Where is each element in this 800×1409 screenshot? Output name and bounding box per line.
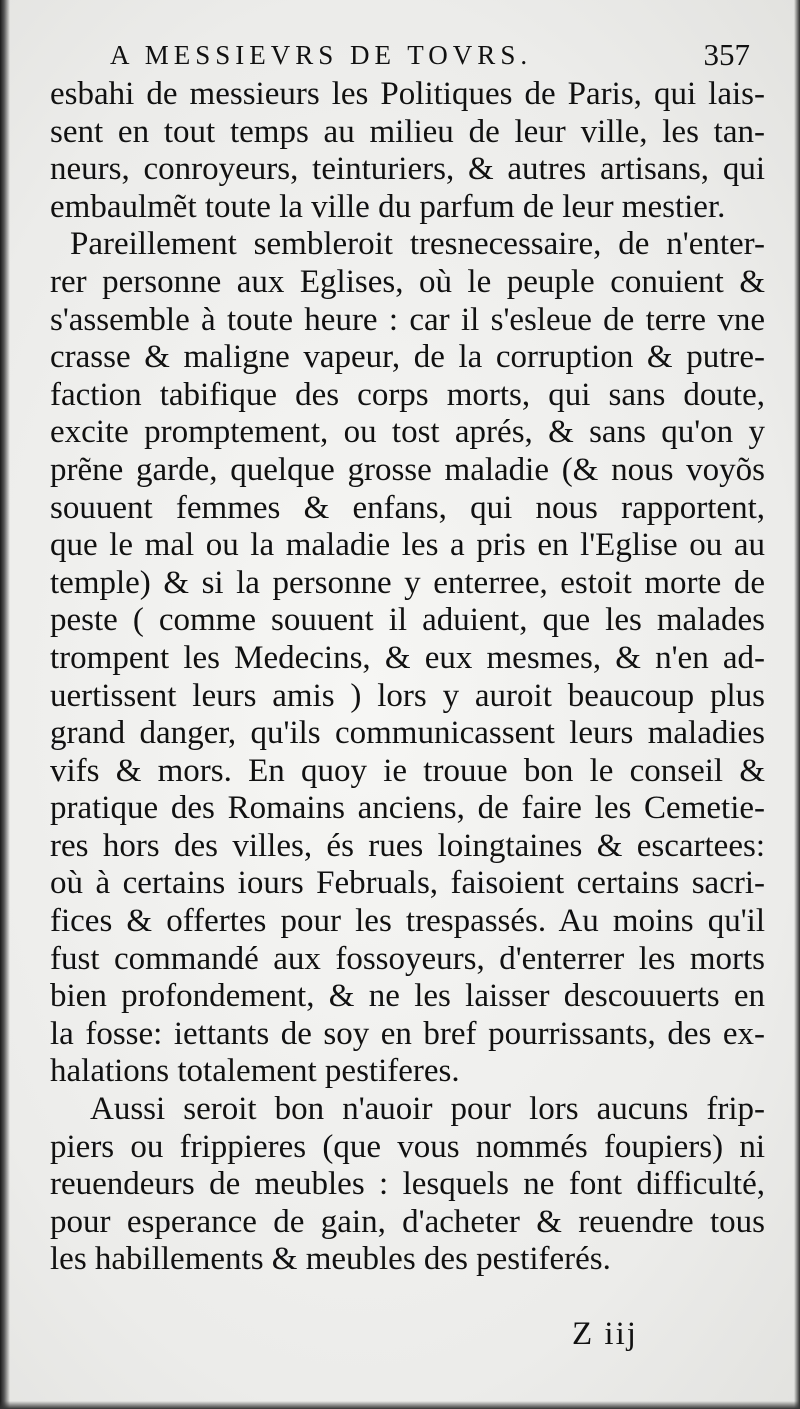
page-edge-shadow-right (794, 0, 800, 1409)
paragraph-start-line: Aussi seroit bon n'auoir pour lors aucuns frip- (90, 1091, 765, 1128)
text-line: bien profondement, & ne les laisser descouuerts en (50, 978, 765, 1015)
text-line: pour esperance de gain, d'acheter & reuendre tous (50, 1203, 765, 1240)
text-line: halations totalement pestiferes. (50, 1053, 460, 1090)
text-line: reuendeurs de meubles : lesquels ne font difficulté, (50, 1166, 765, 1203)
signature-mark: Z iij (572, 1316, 638, 1352)
body-text (50, 76, 765, 1279)
text-line: souuent femmes & enfans, qui nous rapportent, (50, 489, 765, 526)
page-header (110, 30, 750, 80)
text-line: temple) & si la personne y enterree, estoit morte de (50, 564, 765, 601)
text-line: faction tabifique des corps morts, qui sans doute, (50, 376, 765, 413)
text-line: embaulmẽt toute la ville du parfum de leur mestier. (50, 188, 726, 225)
page-edge-shadow-left (0, 0, 10, 1409)
page-number: 357 (703, 37, 750, 72)
text-line: où à certains iours Februals, faisoient certains sacri- (50, 865, 765, 902)
text-line: grand danger, qu'ils communicassent leurs maladies (50, 715, 765, 752)
text-line: peste ( comme souuent il aduient, que les malades (50, 602, 765, 639)
text-line: res hors des villes, és rues loingtaines & escartees: (50, 827, 765, 864)
text-line: vifs & mors. En quoy ie trouue bon le conseil & (50, 752, 765, 789)
text-line: piers ou frippieres (que vous nommés foupiers) ni (50, 1128, 765, 1165)
text-line: la fosse: iettants de soy en bref pourrissants, des ex- (50, 1015, 765, 1052)
text-line: rer personne aux Eglises, où le peuple conuient & (50, 263, 765, 300)
page-edge-shadow-bottom (0, 1401, 800, 1409)
text-line: uertissent leurs amis ) lors y auroit beaucoup plus (50, 677, 765, 714)
text-line: fices & offertes pour les trespassés. Au moins qu'il (50, 903, 765, 940)
text-line: fust commandé aux fossoyeurs, d'enterrer les morts (50, 940, 765, 977)
text-line: s'assemble à toute heure : car il s'esleue de terre vne (50, 301, 765, 338)
text-line: que le mal ou la maladie les a pris en l'Eglise ou au (50, 527, 765, 564)
text-line: esbahi de messieurs les Politiques de Paris, qui lais- (50, 76, 765, 112)
running-head: A MESSIEVRS DE TOVRS. (110, 40, 533, 70)
text-line: excite promptement, ou tost aprés, & sans qu'on y (50, 414, 765, 451)
text-line: sent en tout temps au milieu de leur ville, les tan- (50, 113, 765, 150)
paragraph-start-line: Pareillement sembleroit tresnecessaire, de n'enter- (70, 226, 765, 263)
text-line: trompent les Medecins, & eux mesmes, & n'en ad- (50, 639, 765, 676)
text-line: neurs, conroyeurs, teinturiers, & autres artisans, qui (50, 151, 765, 188)
text-line: pratique des Romains anciens, de faire les Cemetie- (50, 790, 765, 827)
text-line: les habillements & meubles des pestiferés. (50, 1241, 611, 1278)
text-line: prẽne garde, quelque grosse maladie (& nous voyõs (50, 451, 765, 488)
text-line: crasse & maligne vapeur, de la corruption & putre- (50, 339, 765, 376)
